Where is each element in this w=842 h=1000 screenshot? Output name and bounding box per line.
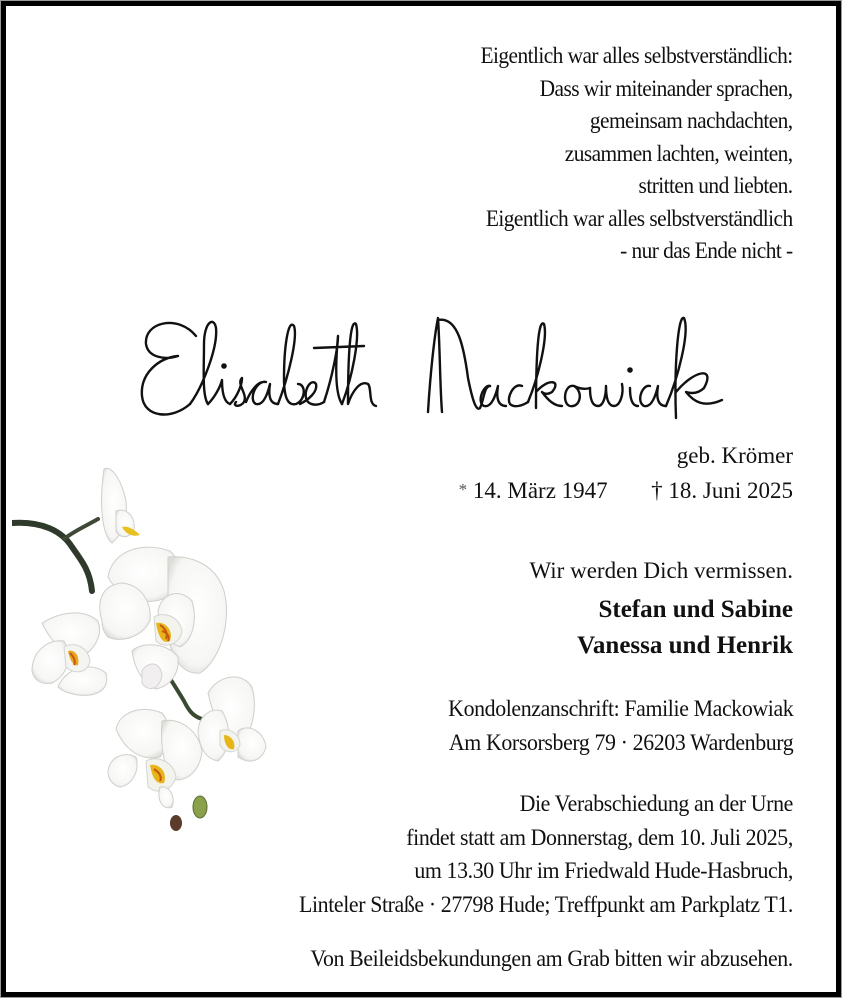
birth-date: 14. März 1947: [472, 478, 608, 503]
poem-line: gemeinsam nachdachten,: [590, 108, 793, 133]
ceremony-line: Die Verabschiedung an der Urne: [519, 791, 793, 816]
poem: [481, 40, 793, 268]
farewell-message: Wir werden Dich vermissen.: [529, 558, 793, 583]
poem-line: zusammen lachten, weinten,: [565, 140, 793, 166]
birth-name: geb. Krömer: [676, 443, 793, 468]
death-cross-icon: †: [651, 478, 663, 503]
mourner-name: Vanessa und Henrik: [577, 632, 793, 659]
condolence-address: [448, 692, 793, 760]
condolence-line: Am Korsorsberg 79 · 26203 Wardenburg: [448, 730, 793, 755]
obituary-frame: [1, 1, 841, 997]
condolence-line: Kondolenzanschrift: Familie Mackowiak: [447, 696, 793, 721]
deceased-name: [138, 308, 810, 428]
poem-line: - nur das Ende nicht -: [620, 238, 793, 263]
poem-line: Eigentlich war alles selbstverständlich:: [480, 43, 793, 68]
ceremony-line: Linteler Straße · 27798 Hude; Treffpunkt am Parkplatz T1.: [299, 891, 793, 917]
orchid-icon: [12, 461, 282, 841]
orchid-image: [12, 461, 282, 841]
life-dates: [459, 474, 793, 507]
mourner-names: [577, 592, 793, 664]
mourner-name: Stefan und Sabine: [598, 596, 793, 623]
ceremony-line: um 13.30 Uhr im Friedwald Hude-Hasbruch,: [414, 858, 793, 883]
poem-line: Dass wir miteinander sprachen,: [540, 75, 793, 101]
closing-note: Von Beileidsbekundungen am Grab bitten wir abzusehen.: [310, 946, 793, 971]
poem-line: stritten und liebten.: [638, 173, 793, 198]
birth-star-icon: *: [458, 480, 468, 499]
death-date: 18. Juni 2025: [668, 478, 793, 503]
ceremony-line: findet statt am Donnerstag, dem 10. Juli 2025,: [406, 824, 793, 850]
ceremony-details: [299, 787, 793, 921]
poem-line: Eigentlich war alles selbstverständlich: [486, 205, 793, 231]
